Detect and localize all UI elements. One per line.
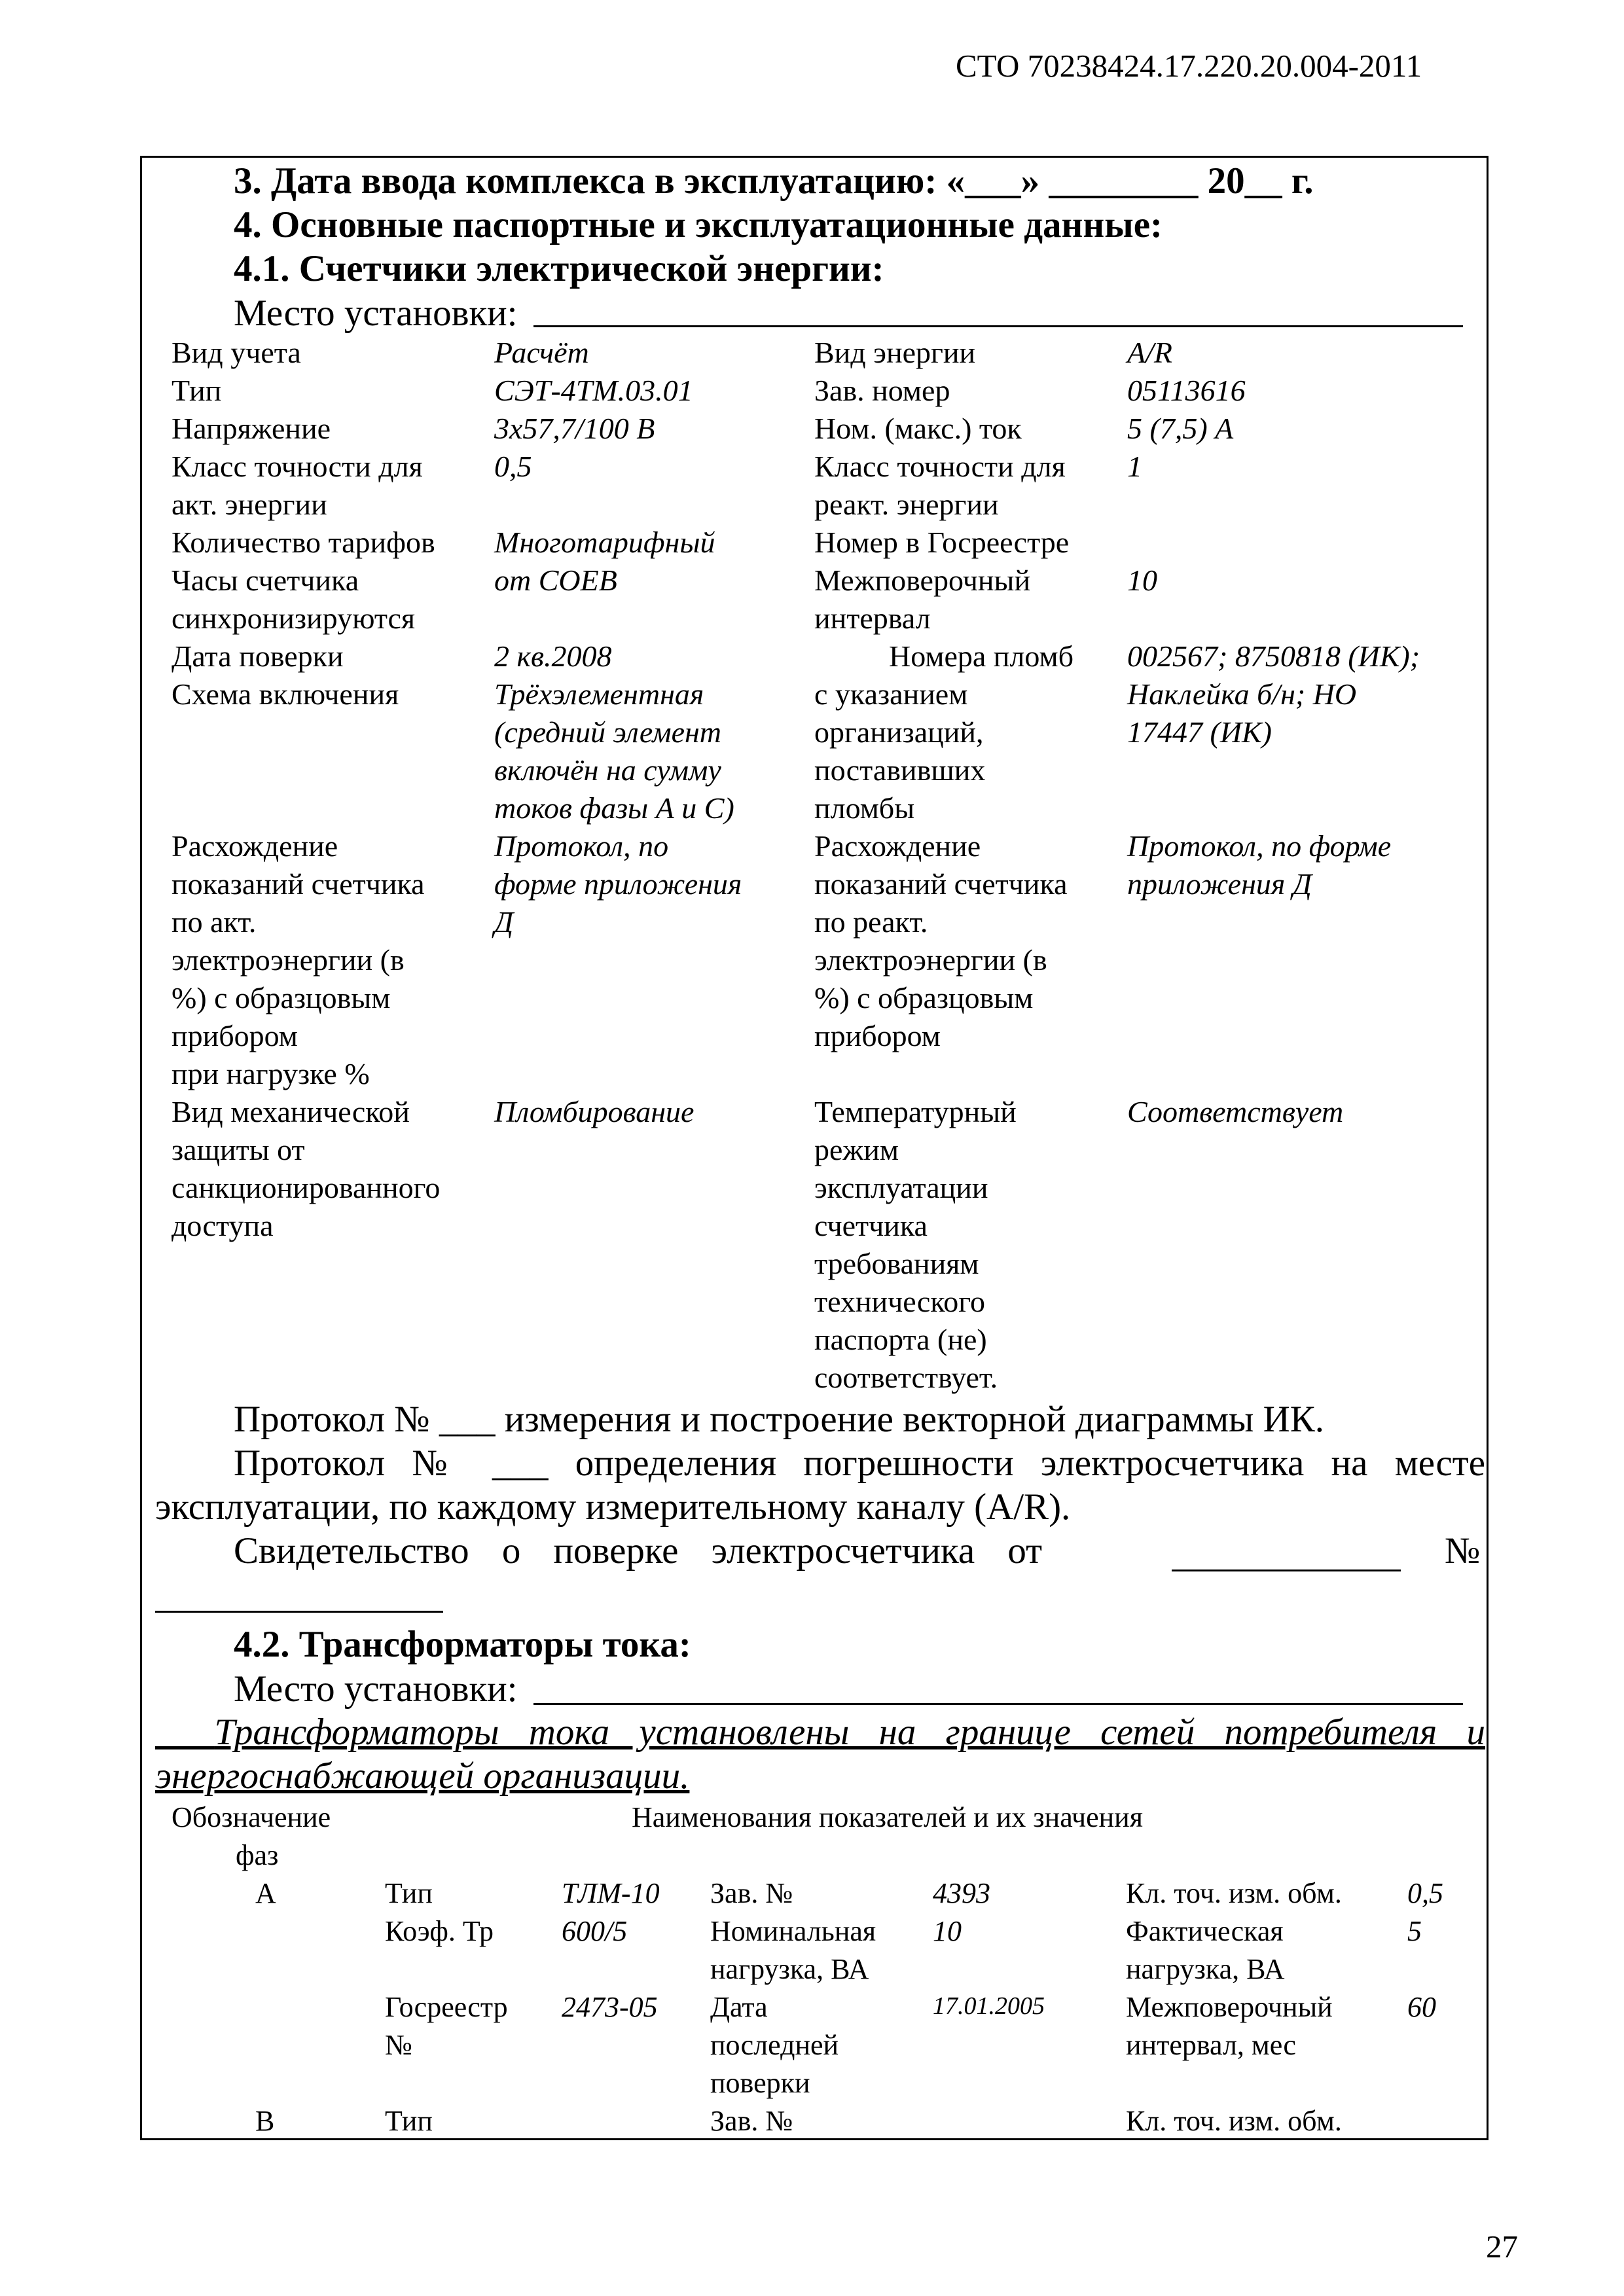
ct-value-ratio: 600/5 xyxy=(562,1915,628,1947)
label-scheme: Схема включения xyxy=(171,677,399,711)
label-active-divergence-5: %) с образцовым xyxy=(171,981,391,1014)
value-active-divergence-2: форме приложения xyxy=(494,867,742,901)
label-clock-2: синхронизируются xyxy=(171,601,416,635)
value-active-divergence-3: Д xyxy=(494,905,514,939)
ct-label-serial: Зав. № xyxy=(710,1877,793,1909)
value-seals-1: 002567; 8750818 (ИК); xyxy=(1127,639,1420,673)
value-calibration-date: 2 кв.2008 xyxy=(494,639,612,673)
label-interval-1: Межповерочный xyxy=(814,564,1031,597)
installation-place-line-2 xyxy=(533,1703,1463,1705)
installation-place-label-2: Место установки: xyxy=(234,1668,518,1710)
label-active-class-2: акт. энергии xyxy=(171,488,327,521)
protocol-vector-diagram: Протокол № ___ измерения и построение векторной диаграммы ИК. xyxy=(234,1399,1325,1440)
label-reactive-class-2: реакт. энергии xyxy=(814,488,999,521)
ct-value-actual-load: 5 xyxy=(1407,1915,1422,1947)
ct-value-type: ТЛМ-10 xyxy=(562,1877,660,1909)
label-accounting-type: Вид учета xyxy=(171,336,301,369)
ct-label-type-b: Тип xyxy=(385,2105,433,2137)
certificate-number-sign: № xyxy=(1445,1530,1481,1571)
label-clock-1: Часы счетчика xyxy=(171,564,359,597)
label-mech-protection-2: защиты от xyxy=(171,1133,305,1166)
value-reactive-class: 1 xyxy=(1127,450,1142,483)
ct-label-gosreestr-1: Госреестр xyxy=(385,1991,508,2023)
installation-place-label: Место установки: xyxy=(234,293,518,334)
ct-label-actual-load-2: нагрузка, ВА xyxy=(1126,1953,1285,1985)
value-current: 5 (7,5) А xyxy=(1127,412,1234,445)
label-calibration-date: Дата поверки xyxy=(171,639,344,673)
ct-col-phase-1: Обозначение xyxy=(171,1801,331,1833)
certificate-date-line xyxy=(1172,1570,1401,1571)
value-meter-type: СЭТ-4ТМ.03.01 xyxy=(494,374,693,407)
section-4-1-heading: 4.1. Счетчики электрической энергии: xyxy=(234,248,884,289)
label-reactive-divergence-5: %) с образцовым xyxy=(814,981,1034,1014)
ct-note-line-2: энергоснабжающей организации. xyxy=(155,1755,690,1797)
page-number: 27 xyxy=(1486,2229,1518,2265)
value-scheme-2: (средний элемент xyxy=(494,715,722,749)
section-3-heading: 3. Дата ввода комплекса в эксплуатацию: «___» ________ 20__ г. xyxy=(234,160,1314,202)
label-active-divergence-4: электроэнергии (в xyxy=(171,943,405,977)
label-reactive-divergence-1: Расхождение xyxy=(814,829,981,863)
ct-label-interval-2: интервал, мес xyxy=(1126,2029,1296,2061)
ct-value-interval: 60 xyxy=(1407,1991,1436,2023)
ct-value-class: 0,5 xyxy=(1407,1877,1443,1909)
label-temperature-7: паспорта (не) xyxy=(814,1323,987,1356)
label-active-divergence-6: прибором xyxy=(171,1019,298,1052)
label-reactive-divergence-3: по реакт. xyxy=(814,905,928,939)
label-interval-2: интервал xyxy=(814,601,931,635)
label-tariffs: Количество тарифов xyxy=(171,526,435,559)
protocol-error-line-2: эксплуатации, по каждому измерительному каналу (A/R). xyxy=(155,1486,1071,1528)
ct-label-type: Тип xyxy=(385,1877,433,1909)
value-clock: от СОЕВ xyxy=(494,564,617,597)
label-seals-2: с указанием xyxy=(814,677,968,711)
ct-label-ratio: Коэф. Тр xyxy=(385,1915,494,1947)
label-active-divergence-2: показаний счетчика xyxy=(171,867,425,901)
ct-label-class-b: Кл. точ. изм. обм. xyxy=(1126,2105,1342,2137)
ct-label-last-calibration-3: поверки xyxy=(710,2067,810,2099)
label-temperature-5: требованиям xyxy=(814,1247,979,1280)
ct-label-gosreestr-2: № xyxy=(385,2029,412,2061)
certificate-text: Свидетельство о поверке электросчетчика от xyxy=(234,1530,1042,1571)
ct-value-last-calibration: 17.01.2005 xyxy=(933,1992,1045,2020)
ct-col-names: Наименования показателей и их значения xyxy=(632,1801,1143,1833)
ct-label-last-calibration-2: последней xyxy=(710,2029,839,2061)
value-active-divergence-1: Протокол, по xyxy=(494,829,669,863)
label-gosreestr: Номер в Госреестре xyxy=(814,526,1070,559)
label-temperature-3: эксплуатации xyxy=(814,1171,988,1204)
value-seals-2: Наклейка б/н; НО xyxy=(1127,677,1357,711)
ct-label-actual-load-1: Фактическая xyxy=(1126,1915,1284,1947)
ct-label-nominal-load-2: нагрузка, ВА xyxy=(710,1953,869,1985)
ct-note-line-1: Трансформаторы тока установлены на границе сетей потребителя и xyxy=(155,1712,1486,1753)
label-reactive-divergence-2: показаний счетчика xyxy=(814,867,1068,901)
ct-label-serial-b: Зав. № xyxy=(710,2105,793,2137)
value-scheme-1: Трёхэлементная xyxy=(494,677,704,711)
value-tariffs: Многотарифный xyxy=(494,526,715,559)
label-mech-protection-4: доступа xyxy=(171,1209,274,1242)
protocol-error-line-1: Протокол № ___ определения погрешности электросчетчика на месте xyxy=(234,1443,1485,1484)
value-energy-type: A/R xyxy=(1127,336,1172,369)
label-mech-protection-1: Вид механической xyxy=(171,1095,410,1128)
label-active-divergence-3: по акт. xyxy=(171,905,257,939)
section-4-2-heading: 4.2. Трансформаторы тока: xyxy=(234,1624,691,1665)
value-active-class: 0,5 xyxy=(494,450,532,483)
label-meter-type: Тип xyxy=(171,374,222,407)
label-active-class-1: Класс точности для xyxy=(171,450,423,483)
label-seals-1: Номера пломб xyxy=(889,639,1074,673)
label-active-divergence-1: Расхождение xyxy=(171,829,338,863)
label-seals-5: пломбы xyxy=(814,791,915,825)
ct-phase-b: В xyxy=(255,2105,275,2137)
value-scheme-3: включён на сумму xyxy=(494,753,721,787)
value-seals-3: 17447 (ИК) xyxy=(1127,715,1272,749)
label-mech-protection-3: санкционированного xyxy=(171,1171,441,1204)
ct-phase-a: А xyxy=(255,1877,276,1909)
value-interval: 10 xyxy=(1127,564,1157,597)
label-reactive-divergence-6: прибором xyxy=(814,1019,941,1052)
value-scheme-4: токов фазы А и С) xyxy=(494,791,734,825)
ct-label-nominal-load-1: Номинальная xyxy=(710,1915,876,1947)
label-reactive-class-1: Класс точности для xyxy=(814,450,1066,483)
value-reactive-divergence-1: Протокол, по форме xyxy=(1127,829,1392,863)
installation-place-line xyxy=(533,325,1463,327)
ct-value-gosreestr: 2473-05 xyxy=(562,1991,658,2023)
label-current: Ном. (макс.) ток xyxy=(814,412,1022,445)
value-temperature: Соответствует xyxy=(1127,1095,1344,1128)
value-accounting-type: Расчёт xyxy=(494,336,589,369)
ct-label-interval-1: Межповерочный xyxy=(1126,1991,1333,2023)
value-voltage: 3х57,7/100 В xyxy=(494,412,655,445)
ct-value-serial: 4393 xyxy=(933,1877,990,1909)
ct-label-last-calibration-1: Дата xyxy=(710,1991,768,2023)
label-energy-type: Вид энергии xyxy=(814,336,976,369)
label-temperature-2: режим xyxy=(814,1133,899,1166)
label-active-divergence-7: при нагрузке % xyxy=(171,1057,370,1090)
label-temperature-6: технического xyxy=(814,1285,985,1318)
ct-col-phase-2: фаз xyxy=(236,1839,279,1871)
value-reactive-divergence-2: приложения Д xyxy=(1127,867,1312,901)
document-header: СТО 70238424.17.220.20.004-2011 xyxy=(956,48,1422,84)
ct-value-nominal-load: 10 xyxy=(933,1915,962,1947)
label-voltage: Напряжение xyxy=(171,412,331,445)
label-reactive-divergence-4: электроэнергии (в xyxy=(814,943,1047,977)
label-serial-number: Зав. номер xyxy=(814,374,950,407)
label-temperature-8: соответствует. xyxy=(814,1361,998,1394)
value-mech-protection: Пломбирование xyxy=(494,1095,695,1128)
label-seals-4: поставивших xyxy=(814,753,986,787)
certificate-number-line xyxy=(155,1611,443,1613)
value-serial-number: 05113616 xyxy=(1127,374,1246,407)
label-seals-3: организаций, xyxy=(814,715,984,749)
section-4-heading: 4. Основные паспортные и эксплуатационные данные: xyxy=(234,204,1163,245)
ct-label-class: Кл. точ. изм. обм. xyxy=(1126,1877,1342,1909)
label-temperature-1: Температурный xyxy=(814,1095,1017,1128)
label-temperature-4: счетчика xyxy=(814,1209,928,1242)
